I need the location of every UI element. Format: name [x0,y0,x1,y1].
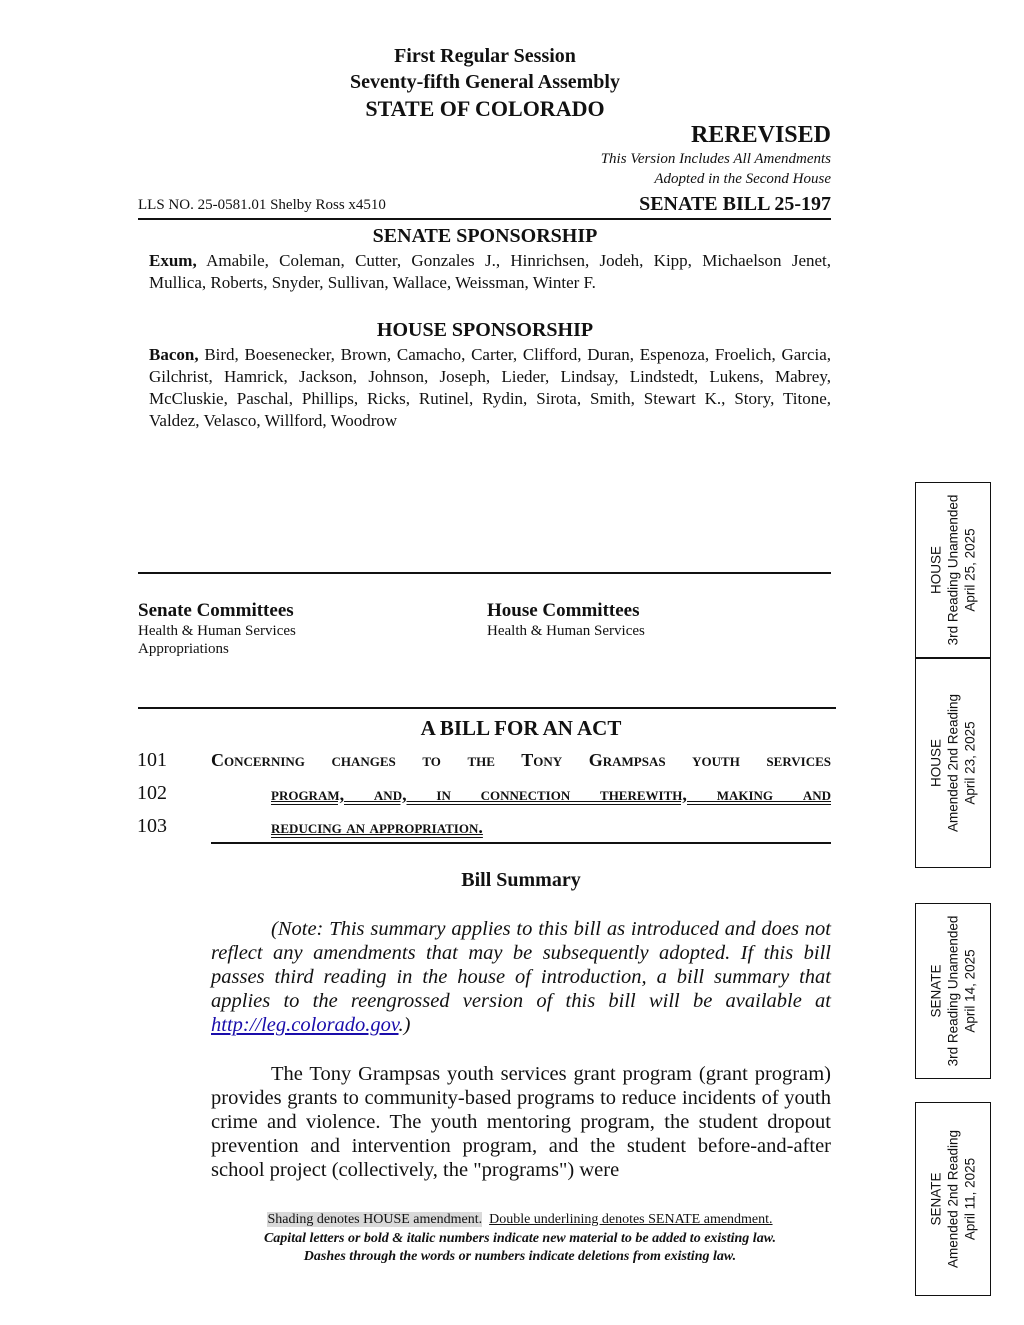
line-number: 102 [137,782,167,804]
dashes-note: Dashes through the words or numbers indicate deletions from existing law. [303,1249,737,1264]
bill-title-line-2 [271,784,831,805]
house-lead-sponsor: Bacon, [149,345,199,364]
bill-title-line-1 [211,750,831,771]
senate-sponsors-list [149,250,831,294]
senate-sponsorship-heading: SENATE SPONSORSHIP [372,225,598,247]
stamp-chamber: SENATE [928,964,944,1018]
footer-legend [0,1211,1024,1267]
version-note-2: Adopted in the Second House [654,171,831,187]
house-sponsors-list [149,344,831,432]
stamp-chamber: SENATE [928,1172,944,1226]
header-divider [138,218,831,220]
senate-lead-sponsor: Exum, [149,251,197,270]
stamp-date: April 11, 2025 [962,1157,978,1241]
reading-stamp [915,482,991,658]
reading-stamp [915,658,991,868]
senate-cosponsors: Amabile, Coleman, Cutter, Gonzales J., Hinrichsen, Jodeh, Kipp, Michaelson Jenet, Mullica, Roberts, Snyder, Sullivan, Wallace, Weissman, Winter F. [149,251,832,292]
stamp-date: April 25, 2025 [962,528,978,612]
reading-stamp [915,1102,991,1296]
underline-note: Double underlining denotes SENATE amendment. [489,1212,773,1227]
senate-committee-item: Appropriations [138,641,229,657]
assembly-title: Seventy-fifth General Assembly [350,71,620,93]
stamp-date: April 14, 2025 [962,949,978,1033]
stamp-date: April 23, 2025 [962,721,978,805]
bill-divider [138,707,836,709]
lls-number: LLS NO. 25-0581.01 Shelby Ross x4510 [138,197,386,213]
summary-note [211,917,831,1037]
title-end-rule [211,842,831,844]
state-title: STATE OF COLORADO [365,96,605,121]
stamp-action: 3rd Reading Unamended [945,915,961,1067]
footer-amendment-line [0,1211,1024,1230]
bill-title-line-3 [271,817,483,838]
session-title: First Regular Session [394,45,576,67]
bill-title-text: program, and, in connection therewith, making and [271,784,831,804]
house-committee-item: Health & Human Services [487,623,645,639]
summary-heading: Bill Summary [461,869,581,891]
stamp-action: Amended 2nd Reading [945,693,961,833]
line-number: 103 [137,815,167,837]
bill-heading: A BILL FOR AN ACT [420,716,622,740]
shading-note: Shading denotes HOUSE amendment. [267,1212,483,1227]
version-note-1: This Version Includes All Amendments [600,151,831,167]
stamp-action: 3rd Reading Unamended [945,494,961,646]
bill-title-text: reducing an appropriation. [271,817,483,837]
senate-committee-item: Health & Human Services [138,623,296,639]
house-committees-heading: House Committees [487,600,640,621]
house-cosponsors: Bird, Boesenecker, Brown, Camacho, Carter, Clifford, Duran, Espenoza, Froelich, Garcia, Gilchrist, Hamrick, Jackson, Johnson, Joseph, Lieder, Lindsay, Lindstedt, Lukens, Mabrey, McCluskie, Paschal, Phillips, Ricks, Rutinel, Rydin, Sirota, Smith, Stewart K., Story, Titone, Valdez, Velasco, Willford, Woodrow [149,345,832,430]
stamp-chamber: HOUSE [928,738,944,788]
line-number: 101 [137,749,167,771]
bill-title-text: Concerning changes to the Tony Grampsas youth services [211,750,831,770]
committees-divider [138,572,831,574]
leg-website-link[interactable]: http://leg.colorado.gov [211,1014,399,1036]
summary-note-end: .) [398,1014,411,1036]
summary-note-text: (Note: This summary applies to this bill as introduced and does not reflect any amendments that may be subsequently adopted. If this bill passes third reading in the house of introduction, a bill summary that applies to the reengrossed version of this bill will be available at [211,918,831,1012]
capital-letters-note: Capital letters or bold & italic numbers indicate new material to be added to existing law. [263,1230,777,1246]
reading-stamp [915,903,991,1079]
bill-number: SENATE BILL 25-197 [639,193,831,215]
version-title: REREVISED [690,122,831,148]
summary-body: The Tony Grampsas youth services grant program (grant program) provides grants to community-based programs to reduce incidents of youth crime and violence. The youth mentoring program, the student dropout prevention and intervention program, and the student before-and-after school project (collectively, the "programs") were [211,1063,831,1181]
house-sponsorship-heading: HOUSE SPONSORSHIP [376,319,594,341]
stamp-action: Amended 2nd Reading [945,1129,961,1269]
stamp-chamber: HOUSE [928,545,944,595]
senate-committees-heading: Senate Committees [138,600,294,621]
